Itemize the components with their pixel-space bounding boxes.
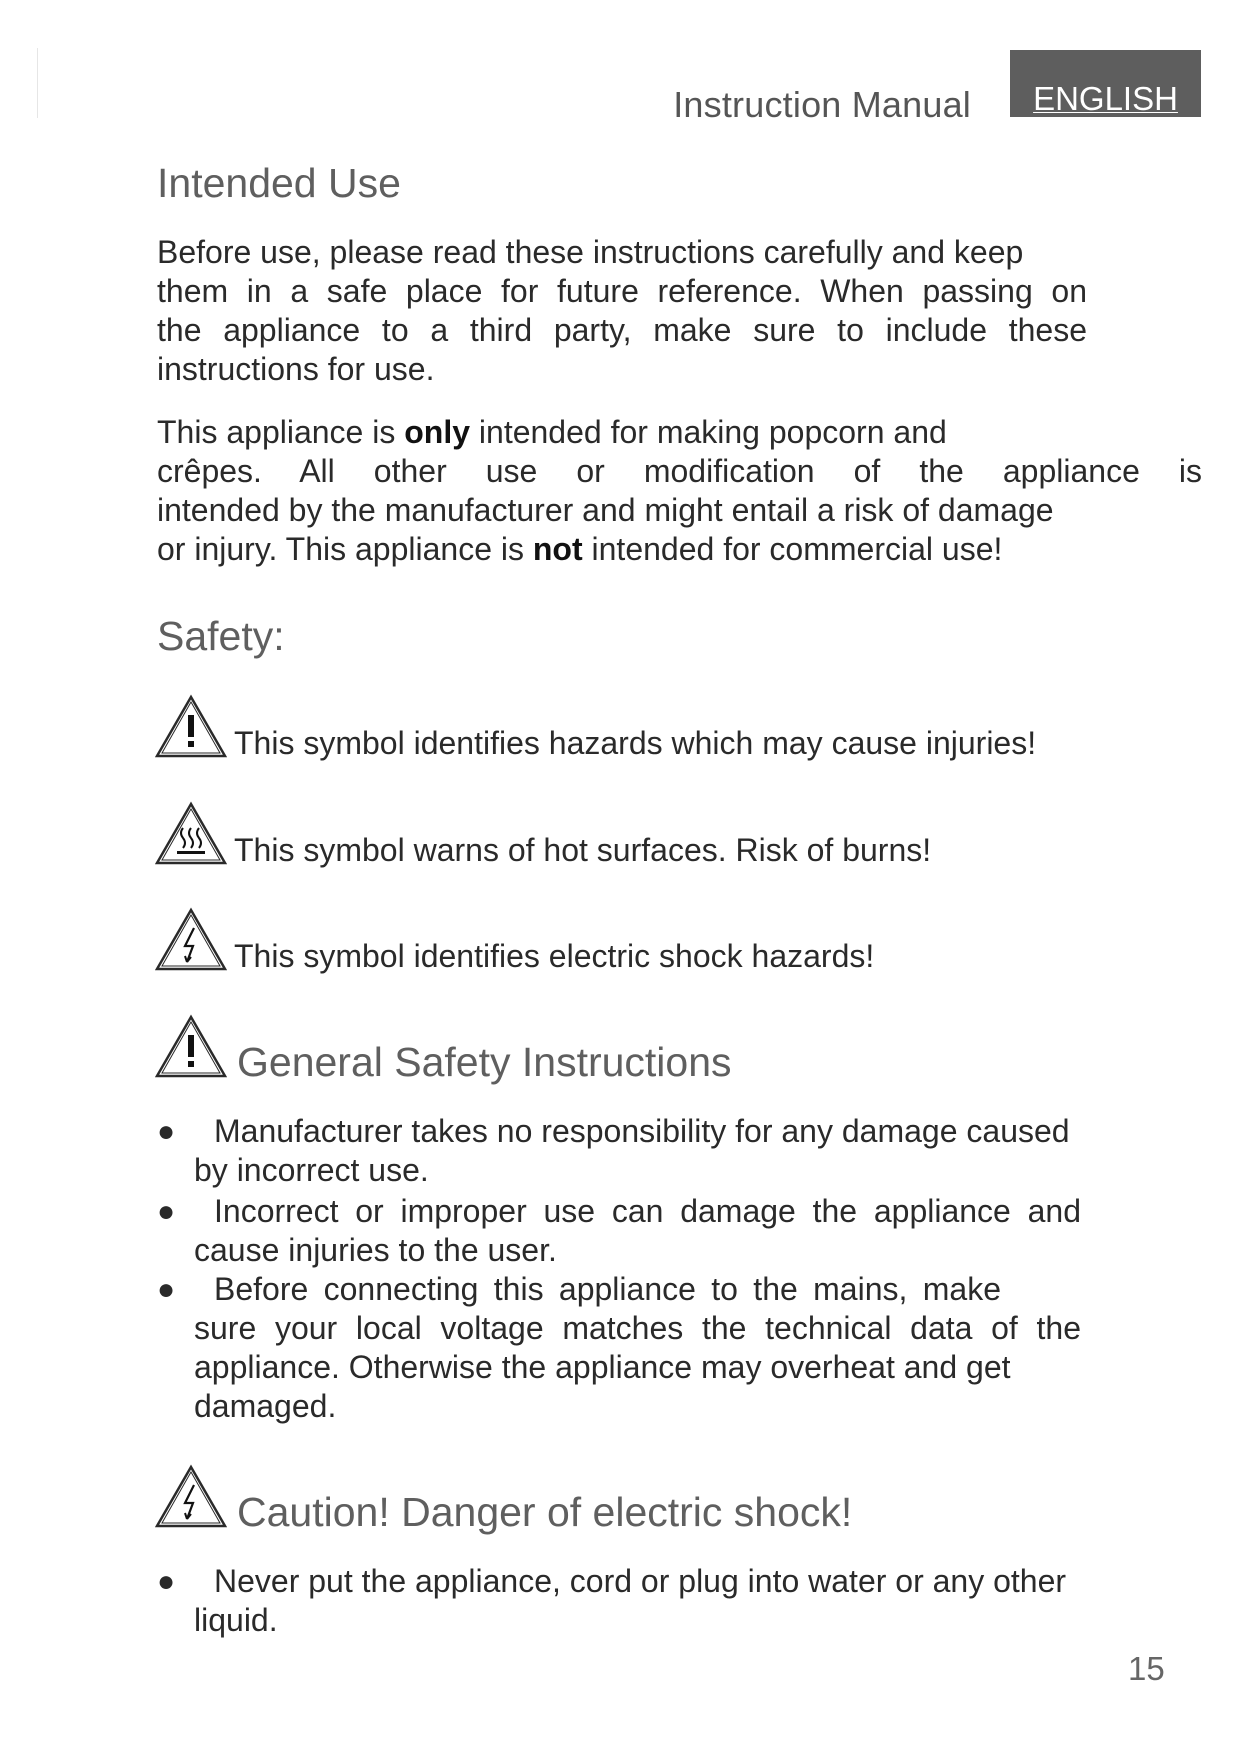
general-safety-list — [157, 1112, 1087, 1426]
page-number: 15 — [1128, 1650, 1165, 1687]
symbol-description: This symbol warns of hot surfaces. Risk of burns! — [234, 832, 932, 868]
list-item — [157, 1192, 1087, 1270]
warning-exclamation-icon — [155, 693, 227, 759]
symbol-description: This symbol identifies electric shock hazards! — [234, 938, 875, 974]
margin-rule — [37, 48, 38, 118]
paragraph-line: crêpes. All other use or modification of the appliance is — [157, 453, 1202, 489]
symbol-row-hot-surface — [155, 800, 1115, 872]
safety-heading: Safety: — [157, 613, 285, 659]
paragraph-line — [157, 413, 1202, 452]
language-tab — [1010, 50, 1201, 117]
paragraph-line: Before use, please read these instructions carefully and keep — [157, 234, 1024, 270]
text-run: intended for commercial use! — [582, 531, 1003, 567]
list-item-line: Manufacturer takes no responsibility for any damage caused — [214, 1113, 1070, 1149]
list-item — [157, 1112, 1087, 1190]
symbol-row-hazard — [155, 693, 1115, 765]
hot-surface-icon — [155, 800, 227, 866]
text-run: or injury. This appliance is — [157, 531, 533, 567]
symbol-description: This symbol identifies hazards which may cause injuries! — [234, 725, 1037, 761]
language-label: ENGLISH — [1033, 80, 1178, 117]
intended-use-heading: Intended Use — [157, 160, 401, 206]
general-safety-heading: General Safety Instructions — [237, 1039, 732, 1085]
paragraph-line: intended by the manufacturer and might entail a risk of damage — [157, 492, 1054, 528]
list-item-line: liquid. — [194, 1602, 278, 1638]
text-run: intended for making popcorn and — [470, 414, 947, 450]
intended-use-paragraph-2 — [157, 413, 1202, 569]
list-item-line: Never put the appliance, cord or plug into water or any other — [214, 1563, 1067, 1599]
list-item-line: Incorrect or improper use can damage the appliance and — [214, 1193, 1081, 1229]
paragraph-line: instructions for use. — [157, 351, 435, 387]
list-item — [157, 1270, 1087, 1426]
paragraph-line: them in a safe place for future reference. When passing on — [157, 273, 1087, 309]
list-item-line: by incorrect use. — [194, 1152, 429, 1188]
warning-exclamation-icon — [155, 1013, 227, 1079]
intended-use-paragraph-1 — [157, 233, 1087, 389]
header-title: Instruction Manual — [673, 84, 971, 125]
bullet-dot: ● — [157, 1273, 176, 1306]
bullet-dot: ● — [157, 1115, 176, 1148]
emphasis-not: not — [532, 531, 583, 567]
electric-shock-icon — [155, 1463, 227, 1529]
list-item-line: cause injuries to the user. — [194, 1232, 557, 1268]
general-safety-header — [155, 1013, 1115, 1085]
caution-list — [157, 1562, 1087, 1640]
paragraph-line: the appliance to a third party, make sure to include these — [157, 312, 1087, 348]
caution-heading: Caution! Danger of electric shock! — [237, 1489, 853, 1535]
list-item-line: Before connecting this appliance to the mains, make — [214, 1271, 1001, 1307]
text-run: This appliance is — [157, 414, 405, 450]
paragraph-line — [157, 530, 1202, 569]
emphasis-only: only — [404, 414, 471, 450]
electric-shock-icon — [155, 906, 227, 972]
list-item-line: sure your local voltage matches the technical data of the — [194, 1310, 1081, 1346]
symbol-row-electric — [155, 906, 1115, 978]
caution-header — [155, 1463, 1115, 1535]
list-item-line: appliance. Otherwise the appliance may overheat and get — [194, 1349, 1011, 1385]
bullet-dot: ● — [157, 1195, 176, 1228]
list-item-line: damaged. — [194, 1388, 337, 1424]
bullet-dot: ● — [157, 1565, 176, 1598]
list-item — [157, 1562, 1087, 1640]
